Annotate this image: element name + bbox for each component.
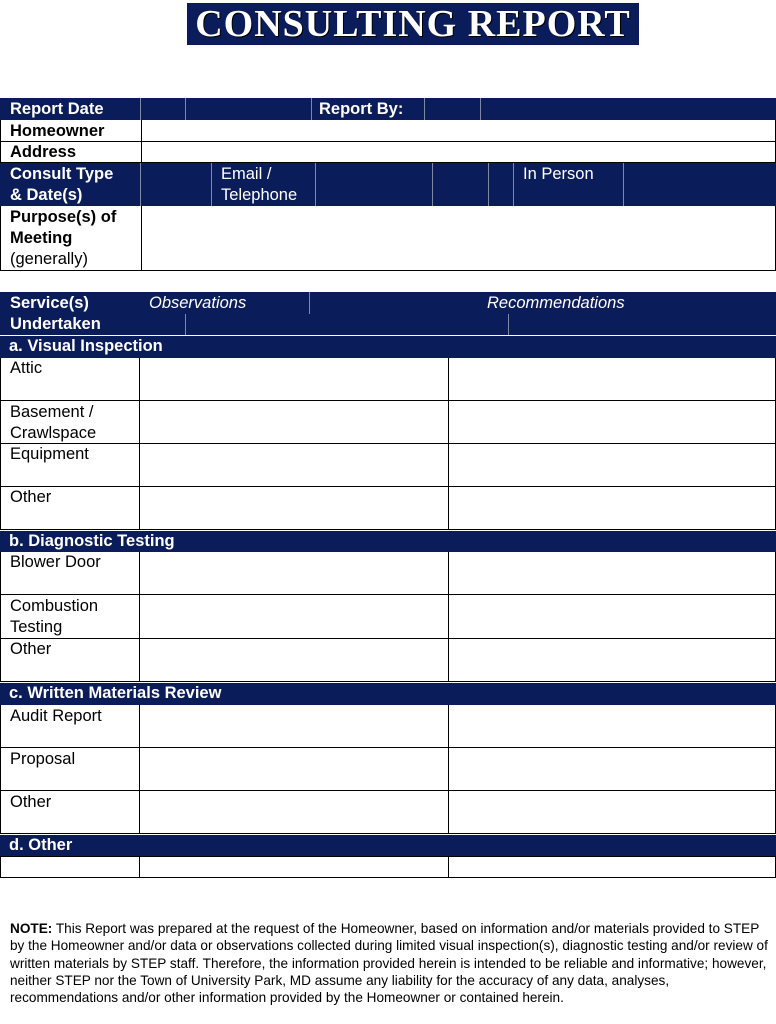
row-label-blower-door: Blower Door <box>10 553 101 571</box>
combustion-recommendations[interactable] <box>448 595 775 638</box>
report-by-value[interactable] <box>480 98 776 120</box>
homeowner-label: Homeowner <box>10 122 105 140</box>
purpose-label-1: Purpose(s) of <box>10 208 117 226</box>
telephone-label: Telephone <box>221 186 298 204</box>
consult-type-row <box>0 163 776 206</box>
address-row <box>0 142 776 163</box>
row-blower-door <box>0 552 776 595</box>
row-label-attic: Attic <box>10 359 43 377</box>
consult-type-label-1: Consult Type <box>10 165 114 183</box>
email-telephone-cell <box>211 163 315 206</box>
other-b-recommendations[interactable] <box>448 639 775 681</box>
homeowner-field[interactable] <box>141 120 775 141</box>
row-label-audit-report: Audit Report <box>10 707 102 725</box>
section-heading-visual-inspection: a. Visual Inspection <box>0 336 776 358</box>
report-date-row <box>0 98 776 120</box>
proposal-recommendations[interactable] <box>448 748 775 790</box>
consult-type-label-2: & Date(s) <box>10 186 83 204</box>
proposal-observations[interactable] <box>139 748 448 790</box>
disclaimer-note <box>10 920 768 1006</box>
row-other-d <box>0 856 776 878</box>
row-equipment <box>0 444 776 487</box>
row-attic <box>0 358 776 401</box>
report-date-field[interactable] <box>140 98 185 120</box>
blower-door-observations[interactable] <box>139 552 448 594</box>
row-label-basement-2: Crawlspace <box>10 424 97 442</box>
attic-recommendations[interactable] <box>448 358 775 400</box>
note-label: NOTE: <box>10 921 53 936</box>
row-label-equipment: Equipment <box>10 445 89 463</box>
row-label-other-b: Other <box>10 640 52 658</box>
basement-observations[interactable] <box>139 401 448 443</box>
blower-door-recommendations[interactable] <box>448 552 775 594</box>
recommendations-label: Recommendations <box>487 294 625 312</box>
row-other-b <box>0 639 776 682</box>
row-audit-report <box>0 705 776 748</box>
services-header-row <box>0 292 776 335</box>
report-by-field[interactable] <box>424 98 480 120</box>
purpose-field[interactable] <box>141 206 775 270</box>
row-basement <box>0 401 776 444</box>
row-proposal <box>0 748 776 791</box>
in-person-cell <box>513 163 623 206</box>
audit-report-observations[interactable] <box>139 705 448 747</box>
row-label-combustion-2: Testing <box>10 618 63 636</box>
note-text: This Report was prepared at the request of the Homeowner, based on information and/or materials provided to STEP by the Homeowner and/or data or observations collected during limited visual inspection(s), diagnostic testing and/or review of written materials by STEP staff. Therefore, the information provided herein is intended to be reliable and informative; however, neither STEP nor the Town of University Park, MD assume any liability for the accuracy of any data, analyses, recommendations and/or other information provided by the Homeowner or contained herein. <box>10 921 768 1006</box>
row-label-proposal: Proposal <box>10 750 76 768</box>
consult-blank-2[interactable] <box>488 163 513 206</box>
consult-blank-1[interactable] <box>432 163 488 206</box>
address-label: Address <box>10 143 77 161</box>
service-col-label-1: Service(s) <box>10 294 89 312</box>
email-label: Email / <box>221 165 272 183</box>
report-date-label: Report Date <box>10 100 104 118</box>
row-other-a <box>0 487 776 530</box>
report-title: CONSULTING REPORT <box>187 3 639 45</box>
row-label-other-a: Other <box>10 488 52 506</box>
row-label-basement-1: Basement / <box>10 403 94 421</box>
in-person-label: In Person <box>523 165 594 183</box>
equipment-observations[interactable] <box>139 444 448 486</box>
homeowner-row <box>0 120 776 142</box>
other-a-recommendations[interactable] <box>448 487 775 529</box>
purpose-row <box>0 206 776 271</box>
other-b-observations[interactable] <box>139 639 448 681</box>
other-c-recommendations[interactable] <box>448 791 775 833</box>
service-col-label-2: Undertaken <box>10 315 101 333</box>
email-telephone-field[interactable] <box>315 163 432 206</box>
other-d-observations[interactable] <box>139 857 448 877</box>
consult-date-field[interactable] <box>140 163 211 206</box>
report-by-label-cell <box>311 98 424 120</box>
purpose-label-3: (generally) <box>10 250 88 268</box>
other-c-observations[interactable] <box>139 791 448 833</box>
section-heading-written-materials: c. Written Materials Review <box>0 683 776 705</box>
equipment-recommendations[interactable] <box>448 444 775 486</box>
row-other-c <box>0 791 776 834</box>
basement-recommendations[interactable] <box>448 401 775 443</box>
attic-observations[interactable] <box>139 358 448 400</box>
audit-report-recommendations[interactable] <box>448 705 775 747</box>
purpose-label-2: Meeting <box>10 229 73 247</box>
section-heading-diagnostic-testing: b. Diagnostic Testing <box>0 531 776 552</box>
observations-label: Observations <box>149 294 247 312</box>
address-field[interactable] <box>141 142 775 162</box>
row-label-combustion-1: Combustion <box>10 597 99 615</box>
other-a-observations[interactable] <box>139 487 448 529</box>
other-d-recommendations[interactable] <box>448 857 775 877</box>
recommendations-header <box>480 292 776 335</box>
row-label-other-c: Other <box>10 793 52 811</box>
report-by-label: Report By: <box>319 100 404 118</box>
row-combustion-testing <box>0 595 776 639</box>
report-date-value[interactable] <box>185 98 311 120</box>
section-heading-other: d. Other <box>0 835 776 856</box>
observations-header <box>140 292 480 335</box>
in-person-field[interactable] <box>623 163 776 206</box>
combustion-observations[interactable] <box>139 595 448 638</box>
